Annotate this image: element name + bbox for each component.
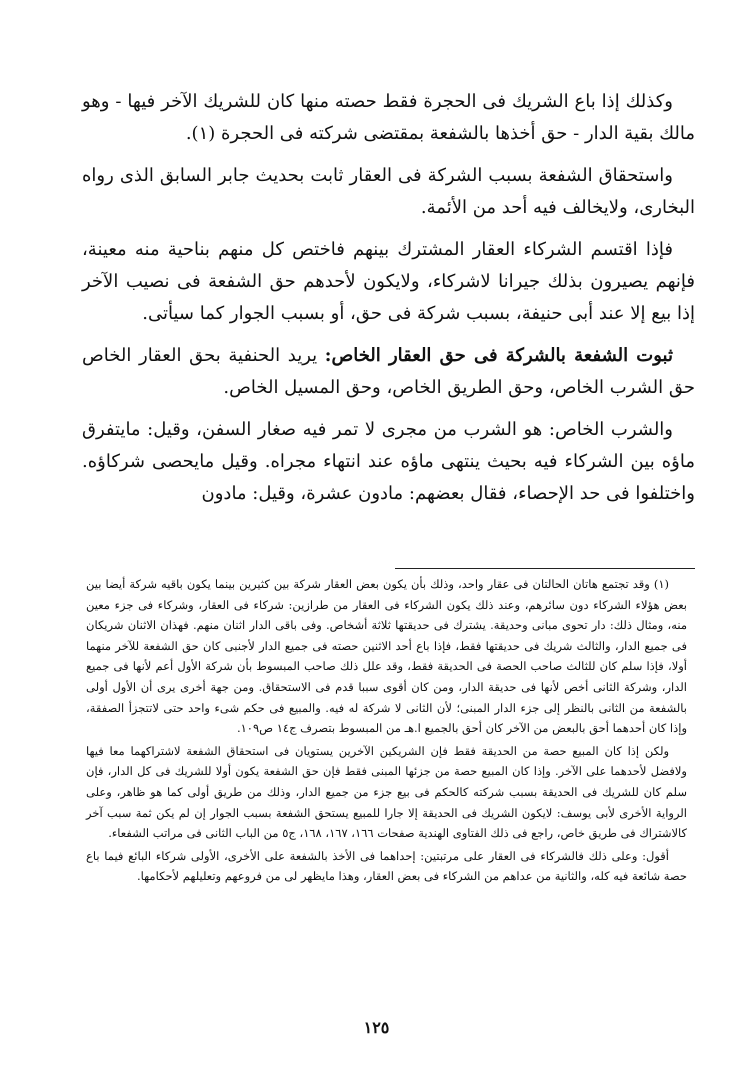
main-text <box>82 86 695 520</box>
paragraph: فإذا اقتسم الشركاء العقار المشترك بينهم فاختص كل منهم بناحية منه معينة، فإنهم يصيرون بذلك جيرانا لاشركاء، ولايكون لأحدهم حق الشفعة فى نصيب الآخر إذا بيع إلا عند أبى حنيفة، بسبب شركة فى حق، أو بسبب الجوار كما سيأتى. <box>82 239 695 324</box>
footnote: (١) وقد تجتمع هاتان الحالتان فى عقار واحد، وذلك بأن يكون بعض العقار شركة بين كثيرين بينما يكون باقيه شركة أيضا بين بعض هؤلاء الشركاء دون سائرهم، وعند ذلك يكون الشركاء فى العقار من طرازين: شركاء فى العقار، وشركاء فى جزء معين منه، ومثال ذلك: دار تحوى مبانى وحديقة. يشترك فى حديقتها ثلاثة أشخاص. وفى باقى الدار اثنان منهم. فهذان الاثنان شريكان فى جميع الدار، والثالث شريك فى حديقتها فقط، فإذا باع أحد الاثنين حصته فى جميع الدار لأجنبى كان حق الشفعة للآخر منهما أولا، فإذا سلم كان للثالث صاحب الحصة فى الحديقة فقط، وقد علل ذلك صاحب المبسوط بأن شركة الأول أعم لأنها فى جميع الدار، وشركة الثانى أخص لأنها فى حديقة الدار، ومن كان أقوى سببا قدم فى الاستحقاق. ومن جهة أخرى يرى أن الأول أولى بالشفعة من الثانى بالنظر إلى جزء الدار المبنى؛ لأن الثانى لا شركة له فيه. والمبيع فى حكم شىء واحد حتى لاتتجزأ الصفقة، وإذا كان أحدهما أحق بالبعض من الآخر كان أحق بالجميع ا.هـ من المبسوط بتصرف ج١٤ ص١٠٩. <box>86 577 687 736</box>
footnote-divider <box>395 568 695 569</box>
paragraph: وكذلك إذا باع الشريك فى الحجرة فقط حصته منها كان للشريك الآخر فيها - وهو مالك بقية الدار - حق أخذها بالشفعة بمقتضى شركته فى الحجرة (١). <box>82 91 695 144</box>
page-number: ١٢٥ <box>363 1018 390 1037</box>
section-paragraph <box>82 340 695 404</box>
section-heading-text: يريد الحنفية بحق العقار الخاص حق الشرب الخاص، وحق الطريق الخاص، وحق المسيل الخاص. <box>82 345 695 398</box>
section-heading: ثبوت الشفعة بالشركة فى حق العقار الخاص: <box>324 345 673 366</box>
paragraph: والشرب الخاص: هو الشرب من مجرى لا تمر فيه صغار السفن، وقيل: مايتفرق ماؤه بين الشركاء فيه بحيث ينتهى ماؤه عند انتهاء مجراه. وقيل مايحصى شركاؤه. واختلفوا فى حد الإحصاء، فقال بعضهم: مادون عشرة، وقيل: مادون <box>82 419 695 504</box>
footnote: ولكن إذا كان المبيع حصة من الحديقة فقط فإن الشريكين الآخرين يستويان فى استحقاق الشفعة لاشتراكهما معا فيها ولافضل لأحدهما على الآخر. وإذا كان المبيع حصة من جزئها المبنى فقط فإن حق الشفعة يكون أولا للشريك فى كل الدار، فإن سلم كان للشريك فى الحديقة بسبب شركته كالحكم فى بيع جزء من جميع الدار، وذلك من طريق أولى كما هو ظاهر، وعلى الرواية الأخرى لأبى يوسف: لايكون الشريك فى الحديقة إلا جارا للمبيع يستحق الشفعة بسبب الجوار إن لم يكن ثمة سبب آخر كالاشتراك فى طريق خاص، راجع فى ذلك الفتاوى الهندية صفحات ١٦٦، ١٦٧، ١٦٨، ج٥ من الباب الثانى فى مراتب الشفعاء. <box>86 743 687 841</box>
footnote: أقول: وعلى ذلك فالشركاء فى العقار على مرتبتين: إحداهما فى الأخذ بالشفعة على الأخرى، الأولى شركاء البائع فيما باع حصة شائعة فيه كله، والثانية من عداهم من الشركاء فى بعض العقار، وهذا مايظهر لى من فروعهم وتعليلهم لأحكامها. <box>86 848 687 884</box>
paragraph: واستحقاق الشفعة بسبب الشركة فى العقار ثابت بحديث جابر السابق الذى رواه البخارى، ولايخالف فيه أحد من الأئمة. <box>82 165 695 218</box>
footnotes <box>86 574 687 889</box>
